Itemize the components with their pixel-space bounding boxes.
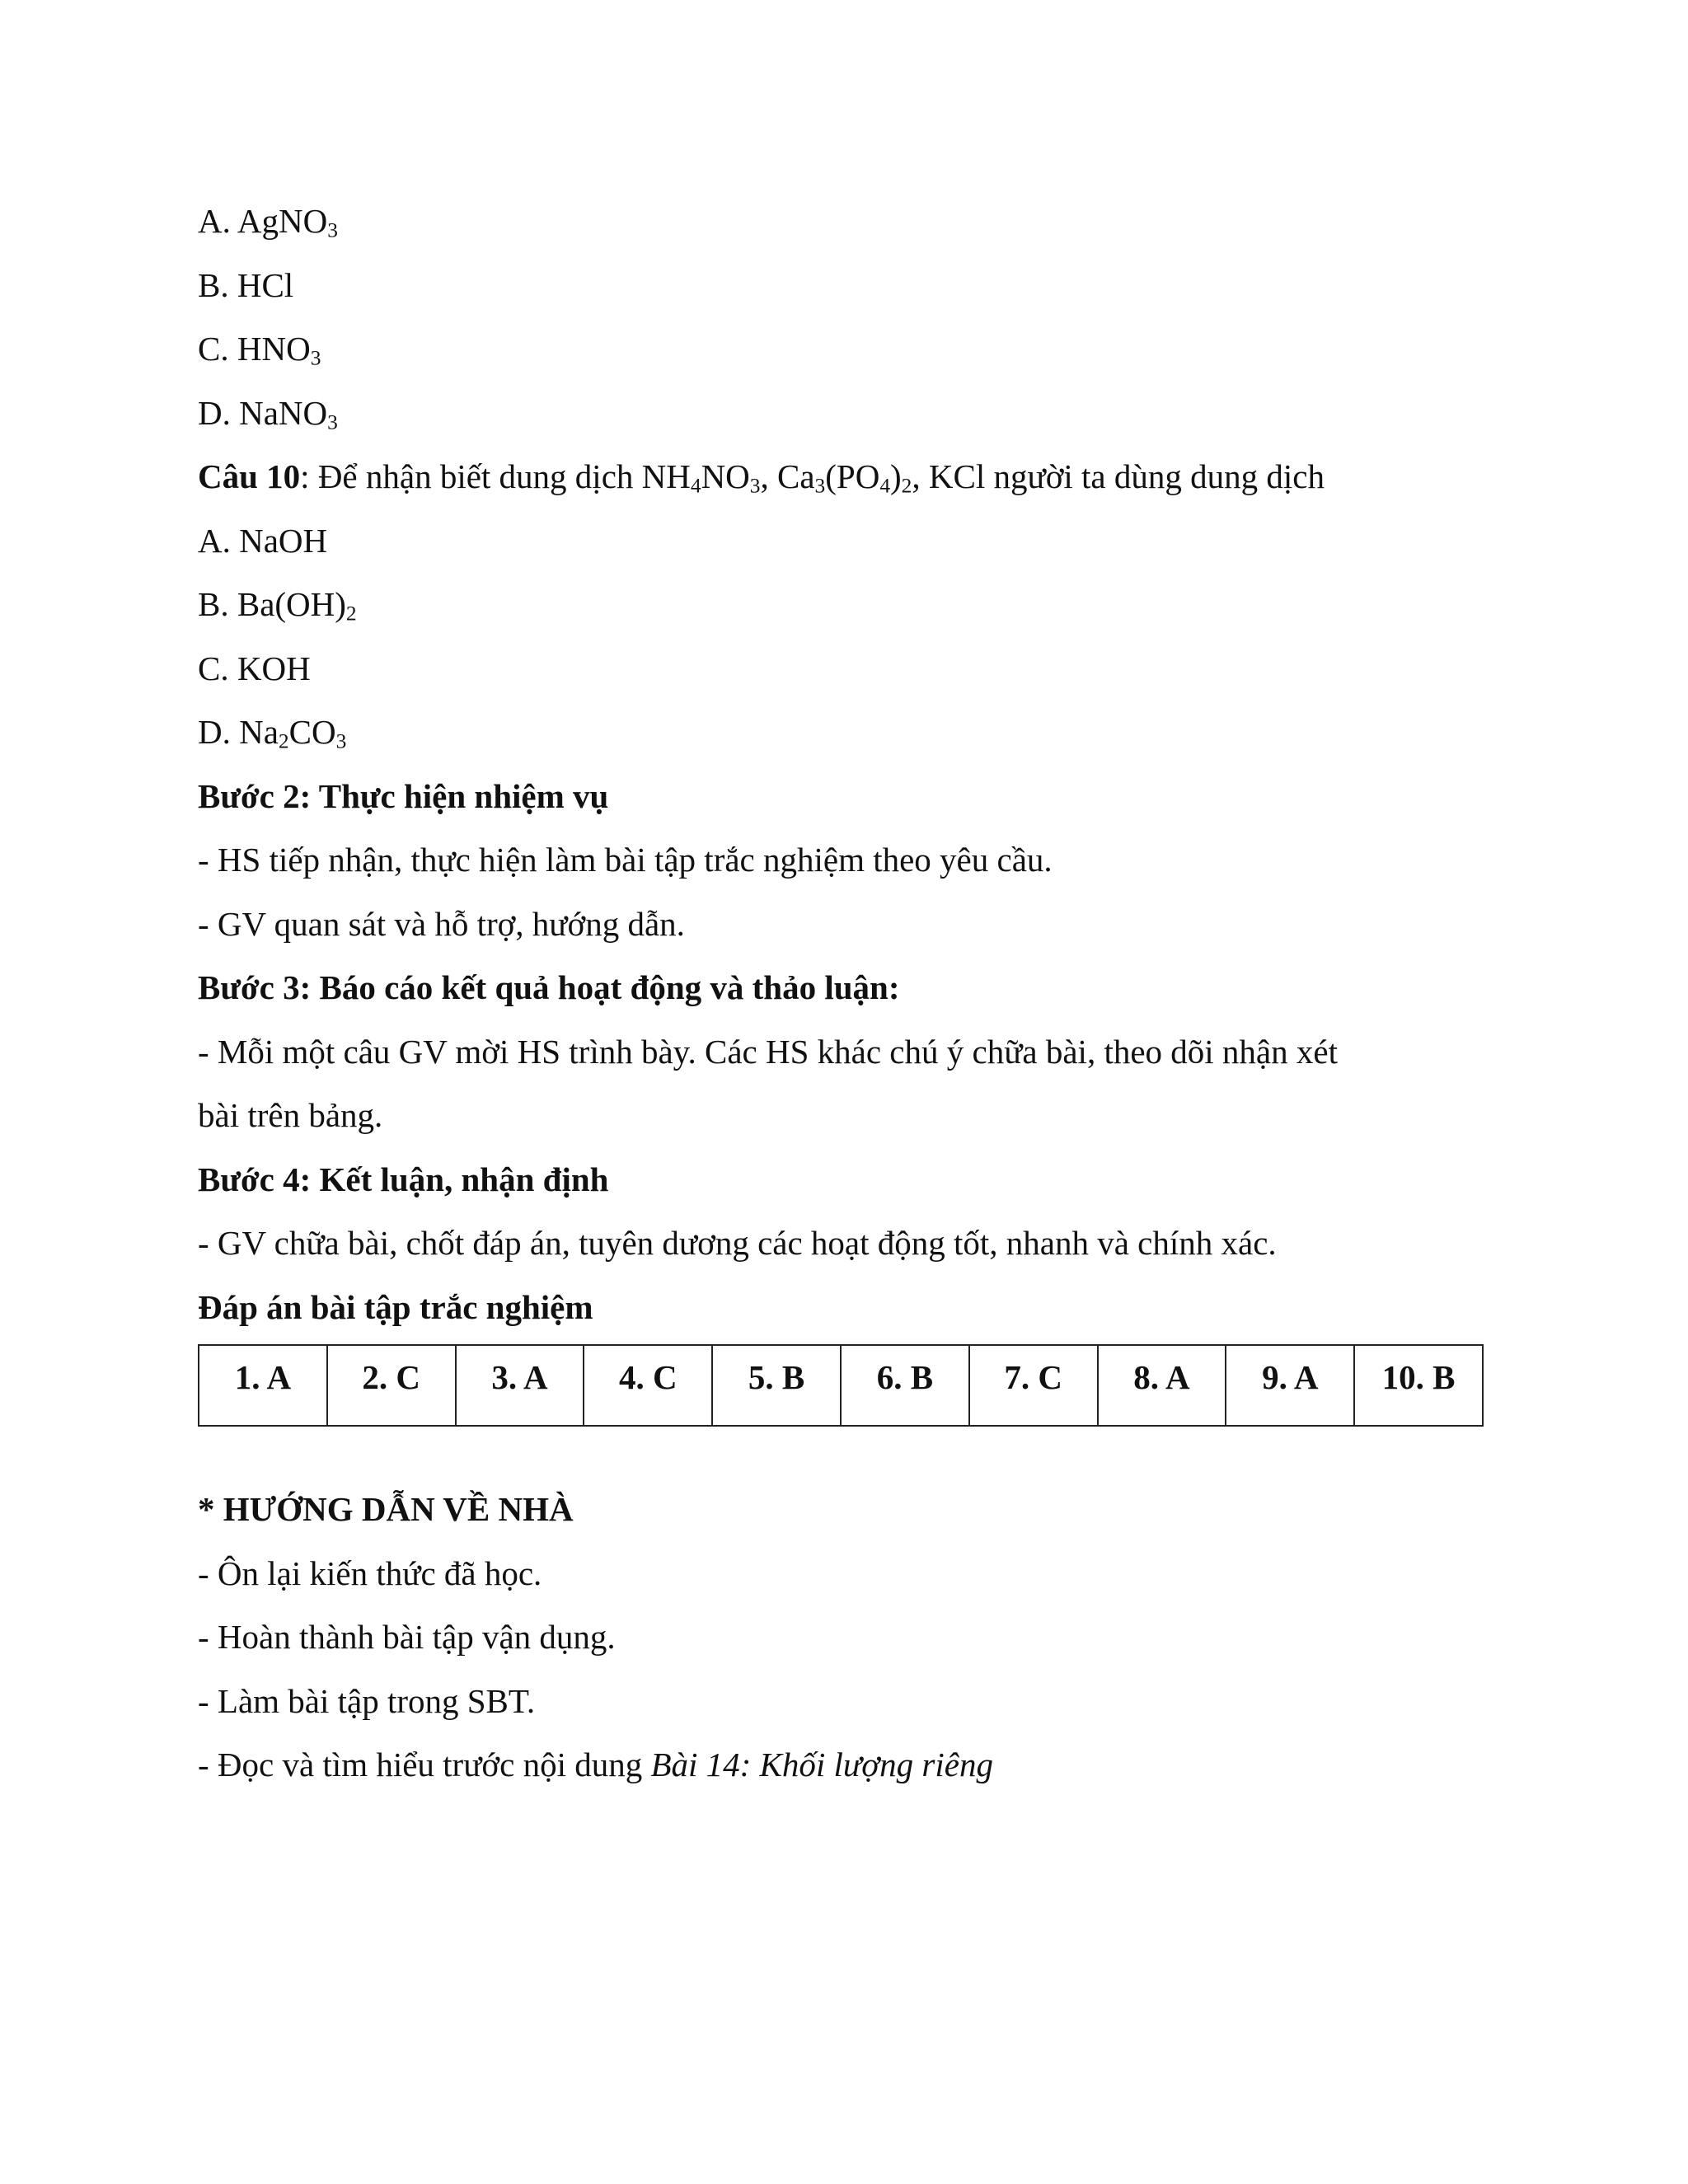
lesson-title: Bài 14: Khối lượng riêng [650, 1746, 993, 1783]
answer-cell: 4. C [584, 1345, 712, 1426]
answer-cell: 3. A [456, 1345, 584, 1426]
q9-option-b: B. HCl [198, 265, 294, 304]
answer-cell: 5. B [712, 1345, 841, 1426]
q9-option-a: A. AgNO$_3$ [198, 202, 338, 242]
answer-cell: 2. C [327, 1345, 456, 1426]
answer-table [198, 1344, 1484, 1427]
q9-option-c: C. $HNO_3$ [198, 330, 321, 370]
homework-line: - Hoàn thành bài tập vận dụng. [198, 1618, 616, 1656]
step2-heading: Bước 2: Thực hiện nhiệm vụ [198, 776, 609, 815]
homework-line: - Làm bài tập trong SBT. [198, 1681, 536, 1720]
q10-option-a: A. NaOH [198, 521, 328, 560]
document-page [198, 190, 1484, 1797]
step2-line: - GV quan sát và hỗ trợ, hướng dẫn. [198, 904, 685, 943]
spacer [198, 1427, 1484, 1478]
step4-line: - GV chữa bài, chốt đáp án, tuyên dương các hoạt động tốt, nhanh và chính xác. [198, 1224, 1277, 1262]
step3-line: - Mỗi một câu GV mời HS trình bày. Các HS khác chú ý chữa bài, theo dõi nhận xét [198, 1032, 1338, 1071]
step2-line: - HS tiếp nhận, thực hiện làm bài tập trắc nghiệm theo yêu cầu. [198, 841, 1053, 879]
homework-line-last: - Đọc và tìm hiểu trước nội dung Bài 14: Khối lượng riêng [198, 1746, 993, 1783]
step3-line: bài trên bảng. [198, 1096, 383, 1134]
q10-label: Câu 10 [198, 457, 301, 495]
q10-question: Câu 10: Để nhận biết dung dịch $NH_4NO_3$, $Ca_3(PO_4)_2$, KCl người ta dùng dung dịch [198, 457, 1325, 498]
q10-option-c: C. KOH [198, 649, 311, 687]
homework-line: - Ôn lại kiến thức đã học. [198, 1554, 542, 1592]
answers-heading: Đáp án bài tập trắc nghiệm [198, 1287, 593, 1326]
answer-cell: 8. A [1098, 1345, 1226, 1426]
homework-heading: * HƯỚNG DẪN VỀ NHÀ [198, 1490, 574, 1528]
q10-option-b: B. $Ba(OH)_2$ [198, 585, 357, 626]
answer-cell: 6. B [841, 1345, 969, 1426]
step3-heading: Bước 3: Báo cáo kết quả hoạt động và thảo luận: [198, 968, 900, 1006]
answer-cell: 9. A [1226, 1345, 1354, 1426]
answer-cell: 1. A [199, 1345, 327, 1426]
q9-option-d: D. NaNO$_3$ [198, 393, 338, 434]
q10-option-d: D. $Na_2CO_3$ [198, 713, 347, 753]
answer-cell: 10. B [1354, 1345, 1483, 1426]
table-row [199, 1345, 1483, 1426]
step4-heading: Bước 4: Kết luận, nhận định [198, 1160, 609, 1198]
answer-cell: 7. C [969, 1345, 1098, 1426]
